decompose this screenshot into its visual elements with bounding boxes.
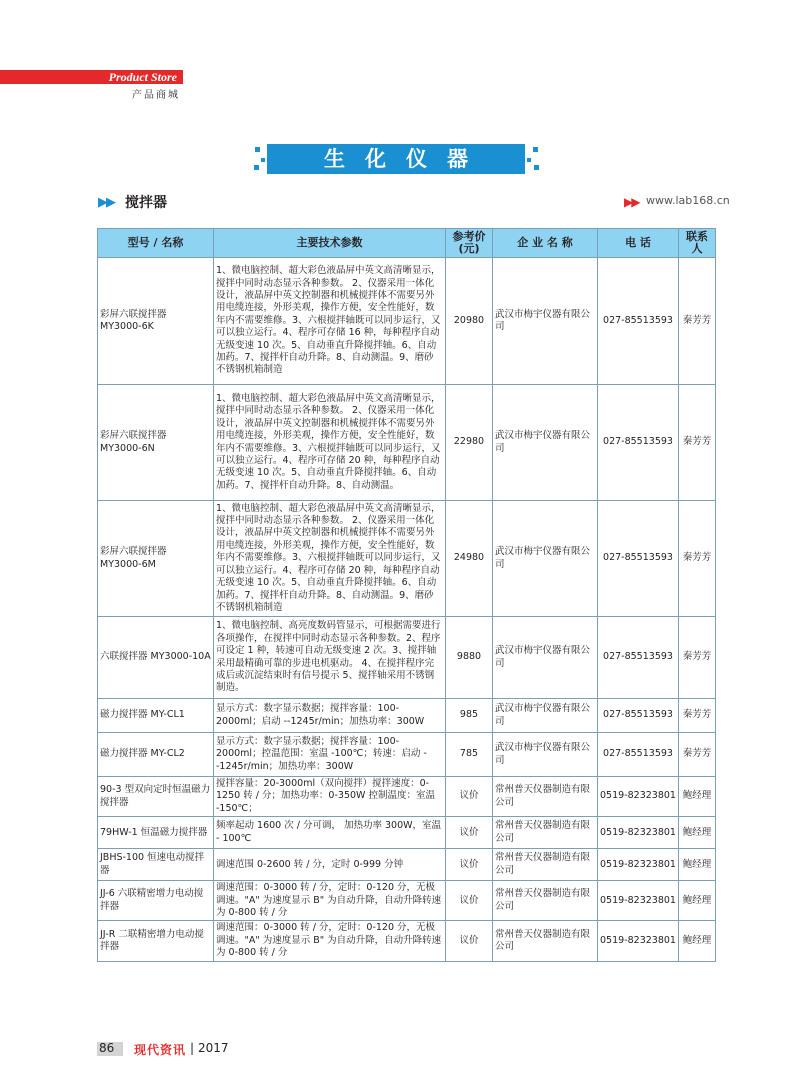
contact-cell: 秦芳芳: [679, 617, 716, 699]
footer-separator: |: [190, 1041, 195, 1055]
table-row: [98, 777, 716, 817]
phone-cell: 0519-82323801: [598, 849, 679, 881]
spec-cell: 1、微电脑控制、超大彩色液晶屏中英文高清晰显示，搅拌中同时动态显示各种参数。 2、仪器采用一体化设计，液晶屏中英文控制器和机械搅拌体不需要另外用电缆连接，外形美观，操作方便，安全性能好，数年内不需要维修。3、六根搅拌轴既可以同步运行，又可以独立运行。4、程序可存储 20 种，每种程序自动无级变速 10 次。5、自动垂直升降搅拌轴。6、自动加药。7、搅拌杆自动升降。8、自动测温。: [214, 385, 446, 501]
enterprise-cell: 武汉市梅宇仪器有限公司: [493, 385, 598, 501]
product-table: [97, 228, 716, 962]
price-cell: 24980: [446, 501, 493, 617]
banner-deco-square: [261, 158, 265, 162]
table-row: [98, 817, 716, 849]
enterprise-cell: 常州普天仪器制造有限公司: [493, 777, 598, 817]
issue-year: 2017: [198, 1041, 229, 1055]
phone-cell: 0519-82323801: [598, 817, 679, 849]
website-url[interactable]: www.lab168.cn: [646, 194, 730, 207]
price-cell: 议价: [446, 777, 493, 817]
contact-cell: 鲍经理: [679, 777, 716, 817]
header-model: 型号 / 名称: [98, 229, 214, 258]
header-enterprise: 企 业 名 称: [493, 229, 598, 258]
table-row: [98, 501, 716, 617]
phone-cell: 027-85513593: [598, 385, 679, 501]
model-cell: 磁力搅拌器 MY-CL1: [98, 699, 214, 733]
enterprise-cell: 常州普天仪器制造有限公司: [493, 849, 598, 881]
spec-cell: 频率起动 1600 次 / 分可调， 加热功率 300W，室温 - 100℃: [214, 817, 446, 849]
store-title-en: Product Store: [108, 70, 177, 84]
enterprise-cell: 常州普天仪器制造有限公司: [493, 881, 598, 921]
contact-cell: 秦芳芳: [679, 501, 716, 617]
model-cell: JBHS-100 恒速电动搅拌器: [98, 849, 214, 881]
enterprise-cell: 武汉市梅宇仪器有限公司: [493, 258, 598, 385]
contact-cell: 秦芳芳: [679, 699, 716, 733]
banner-deco-square: [534, 165, 539, 170]
price-cell: 议价: [446, 817, 493, 849]
double-arrow-icon: ▶▶: [98, 195, 114, 210]
price-cell: 20980: [446, 258, 493, 385]
table-row: [98, 258, 716, 385]
header-phone: 电 话: [598, 229, 679, 258]
table-row: [98, 385, 716, 501]
model-cell: 六联搅拌器 MY3000-10A: [98, 617, 214, 699]
phone-cell: 0519-82323801: [598, 921, 679, 961]
phone-cell: 0519-82323801: [598, 777, 679, 817]
phone-cell: 027-85513593: [598, 733, 679, 777]
price-cell: 9880: [446, 617, 493, 699]
section-header-band: [0, 70, 183, 84]
header-price: 参考价(元): [446, 229, 493, 258]
store-title-cn: 产品商城: [132, 90, 180, 101]
banner-title: 生化仪器: [324, 147, 488, 171]
enterprise-cell: 常州普天仪器制造有限公司: [493, 817, 598, 849]
banner-deco-square: [527, 158, 531, 162]
model-cell: 彩屏六联搅拌器 MY3000-6K: [98, 258, 214, 385]
table-row: [98, 733, 716, 777]
contact-cell: 秦芳芳: [679, 385, 716, 501]
page-number: 86: [99, 1041, 115, 1055]
price-cell: 785: [446, 733, 493, 777]
spec-cell: 显示方式：数字显示数据；搅拌容量：100-2000ml；启动 --1245r/min；加热功率：300W: [214, 699, 446, 733]
header-contact: 联系人: [679, 229, 716, 258]
banner-deco-square: [533, 147, 538, 152]
phone-cell: 027-85513593: [598, 617, 679, 699]
model-cell: JJ-6 六联精密增力电动搅拌器: [98, 881, 214, 921]
spec-cell: 搅拌容量：20-3000ml（双向搅拌）搅拌速度：0-1250 转 / 分；加热功率：0-350W 控制温度：室温 -150℃；: [214, 777, 446, 817]
model-cell: 彩屏六联搅拌器 MY3000-6M: [98, 501, 214, 617]
table-row: [98, 921, 716, 961]
table-row: [98, 849, 716, 881]
model-cell: JJ-R 二联精密增力电动搅拌器: [98, 921, 214, 961]
price-cell: 议价: [446, 881, 493, 921]
contact-cell: 秦芳芳: [679, 258, 716, 385]
table-body: [98, 258, 716, 962]
price-cell: 985: [446, 699, 493, 733]
subcategory-title: 搅拌器: [125, 195, 167, 211]
model-cell: 磁力搅拌器 MY-CL2: [98, 733, 214, 777]
table-header-row: [98, 229, 716, 258]
spec-cell: 调速范围：0-3000 转 / 分，定时：0-120 分，无极调速。"A" 为速度显示 B" 为自动升降，自动升降转速为 0-800 转 / 分: [214, 921, 446, 961]
enterprise-cell: 武汉市梅宇仪器有限公司: [493, 501, 598, 617]
enterprise-cell: 武汉市梅宇仪器有限公司: [493, 733, 598, 777]
phone-cell: 027-85513593: [598, 699, 679, 733]
enterprise-cell: 武汉市梅宇仪器有限公司: [493, 617, 598, 699]
enterprise-cell: 武汉市梅宇仪器有限公司: [493, 699, 598, 733]
price-cell: 22980: [446, 385, 493, 501]
spec-cell: 1、微电脑控制、高亮度数码管显示，可根据需要进行各项操作，在搅拌中同时动态显示各种参数。2、程序可设定 1 种，转速可自动无级变速 2 次。3、搅拌轴采用最精确可靠的步进电机驱动。 4、在搅拌程序完成后或沉淀结束时有信号提示 5、搅拌轴采用不锈钢制造。: [214, 617, 446, 699]
banner-deco-square: [255, 147, 260, 152]
magazine-name: 现代资讯: [134, 1043, 187, 1057]
table-row: [98, 881, 716, 921]
spec-cell: 1、微电脑控制、超大彩色液晶屏中英文高清晰显示，搅拌中同时动态显示各种参数。 2、仪器采用一体化设计，液晶屏中英文控制器和机械搅拌体不需要另外用电缆连接，外形美观，操作方便，安全性能好，数年内不需要维修。3、六根搅拌轴既可以同步运行，又可以独立运行。4、程序可存储 16 种，每种程序自动无级变速 10 次。5、自动垂直升降搅拌轴。6、自动加药。7、搅拌杆自动升降。8、自动测温。9、磨砂不锈钢机箱制造: [214, 258, 446, 385]
phone-cell: 027-85513593: [598, 258, 679, 385]
contact-cell: 鲍经理: [679, 849, 716, 881]
table-row: [98, 617, 716, 699]
contact-cell: 鲍经理: [679, 817, 716, 849]
phone-cell: 027-85513593: [598, 501, 679, 617]
model-cell: 79HW-1 恒温磁力搅拌器: [98, 817, 214, 849]
model-cell: 90-3 型双向定时恒温磁力搅拌器: [98, 777, 214, 817]
header-spec: 主要技术参数: [214, 229, 446, 258]
spec-cell: 1、微电脑控制、超大彩色液晶屏中英文高清晰显示，搅拌中同时动态显示各种参数。 2、仪器采用一体化设计，液晶屏中英文控制器和机械搅拌体不需要另外用电缆连接，外形美观，操作方便，安全性能好，数年内不需要维修。3、六根搅拌轴既可以同步运行，又可以独立运行。4、程序可存储 20 种，每种程序自动无级变速 10 次。5、自动垂直升降搅拌轴。6、自动加药。7、搅拌杆自动升降。8、自动测温。9、磨砂不锈钢机箱制造: [214, 501, 446, 617]
spec-cell: 调速范围：0-3000 转 / 分，定时：0-120 分，无极调速。"A" 为速度显示 B" 为自动升降，自动升降转速为 0-800 转 / 分: [214, 881, 446, 921]
double-arrow-icon: ▶▶: [624, 195, 639, 209]
spec-cell: 显示方式：数字显示数据；搅拌容量：100-2000ml；控温范围：室温 -100℃；转速：启动 --1245r/min；加热功率：300W: [214, 733, 446, 777]
price-cell: 议价: [446, 849, 493, 881]
table-row: [98, 699, 716, 733]
category-banner: [267, 144, 525, 174]
phone-cell: 0519-82323801: [598, 881, 679, 921]
contact-cell: 鲍经理: [679, 921, 716, 961]
contact-cell: 鲍经理: [679, 881, 716, 921]
model-cell: 彩屏六联搅拌器 MY3000-6N: [98, 385, 214, 501]
contact-cell: 秦芳芳: [679, 733, 716, 777]
spec-cell: 调速范围 0-2600 转 / 分，定时 0-999 分钟: [214, 849, 446, 881]
banner-deco-square: [254, 165, 259, 170]
enterprise-cell: 常州普天仪器制造有限公司: [493, 921, 598, 961]
price-cell: 议价: [446, 921, 493, 961]
